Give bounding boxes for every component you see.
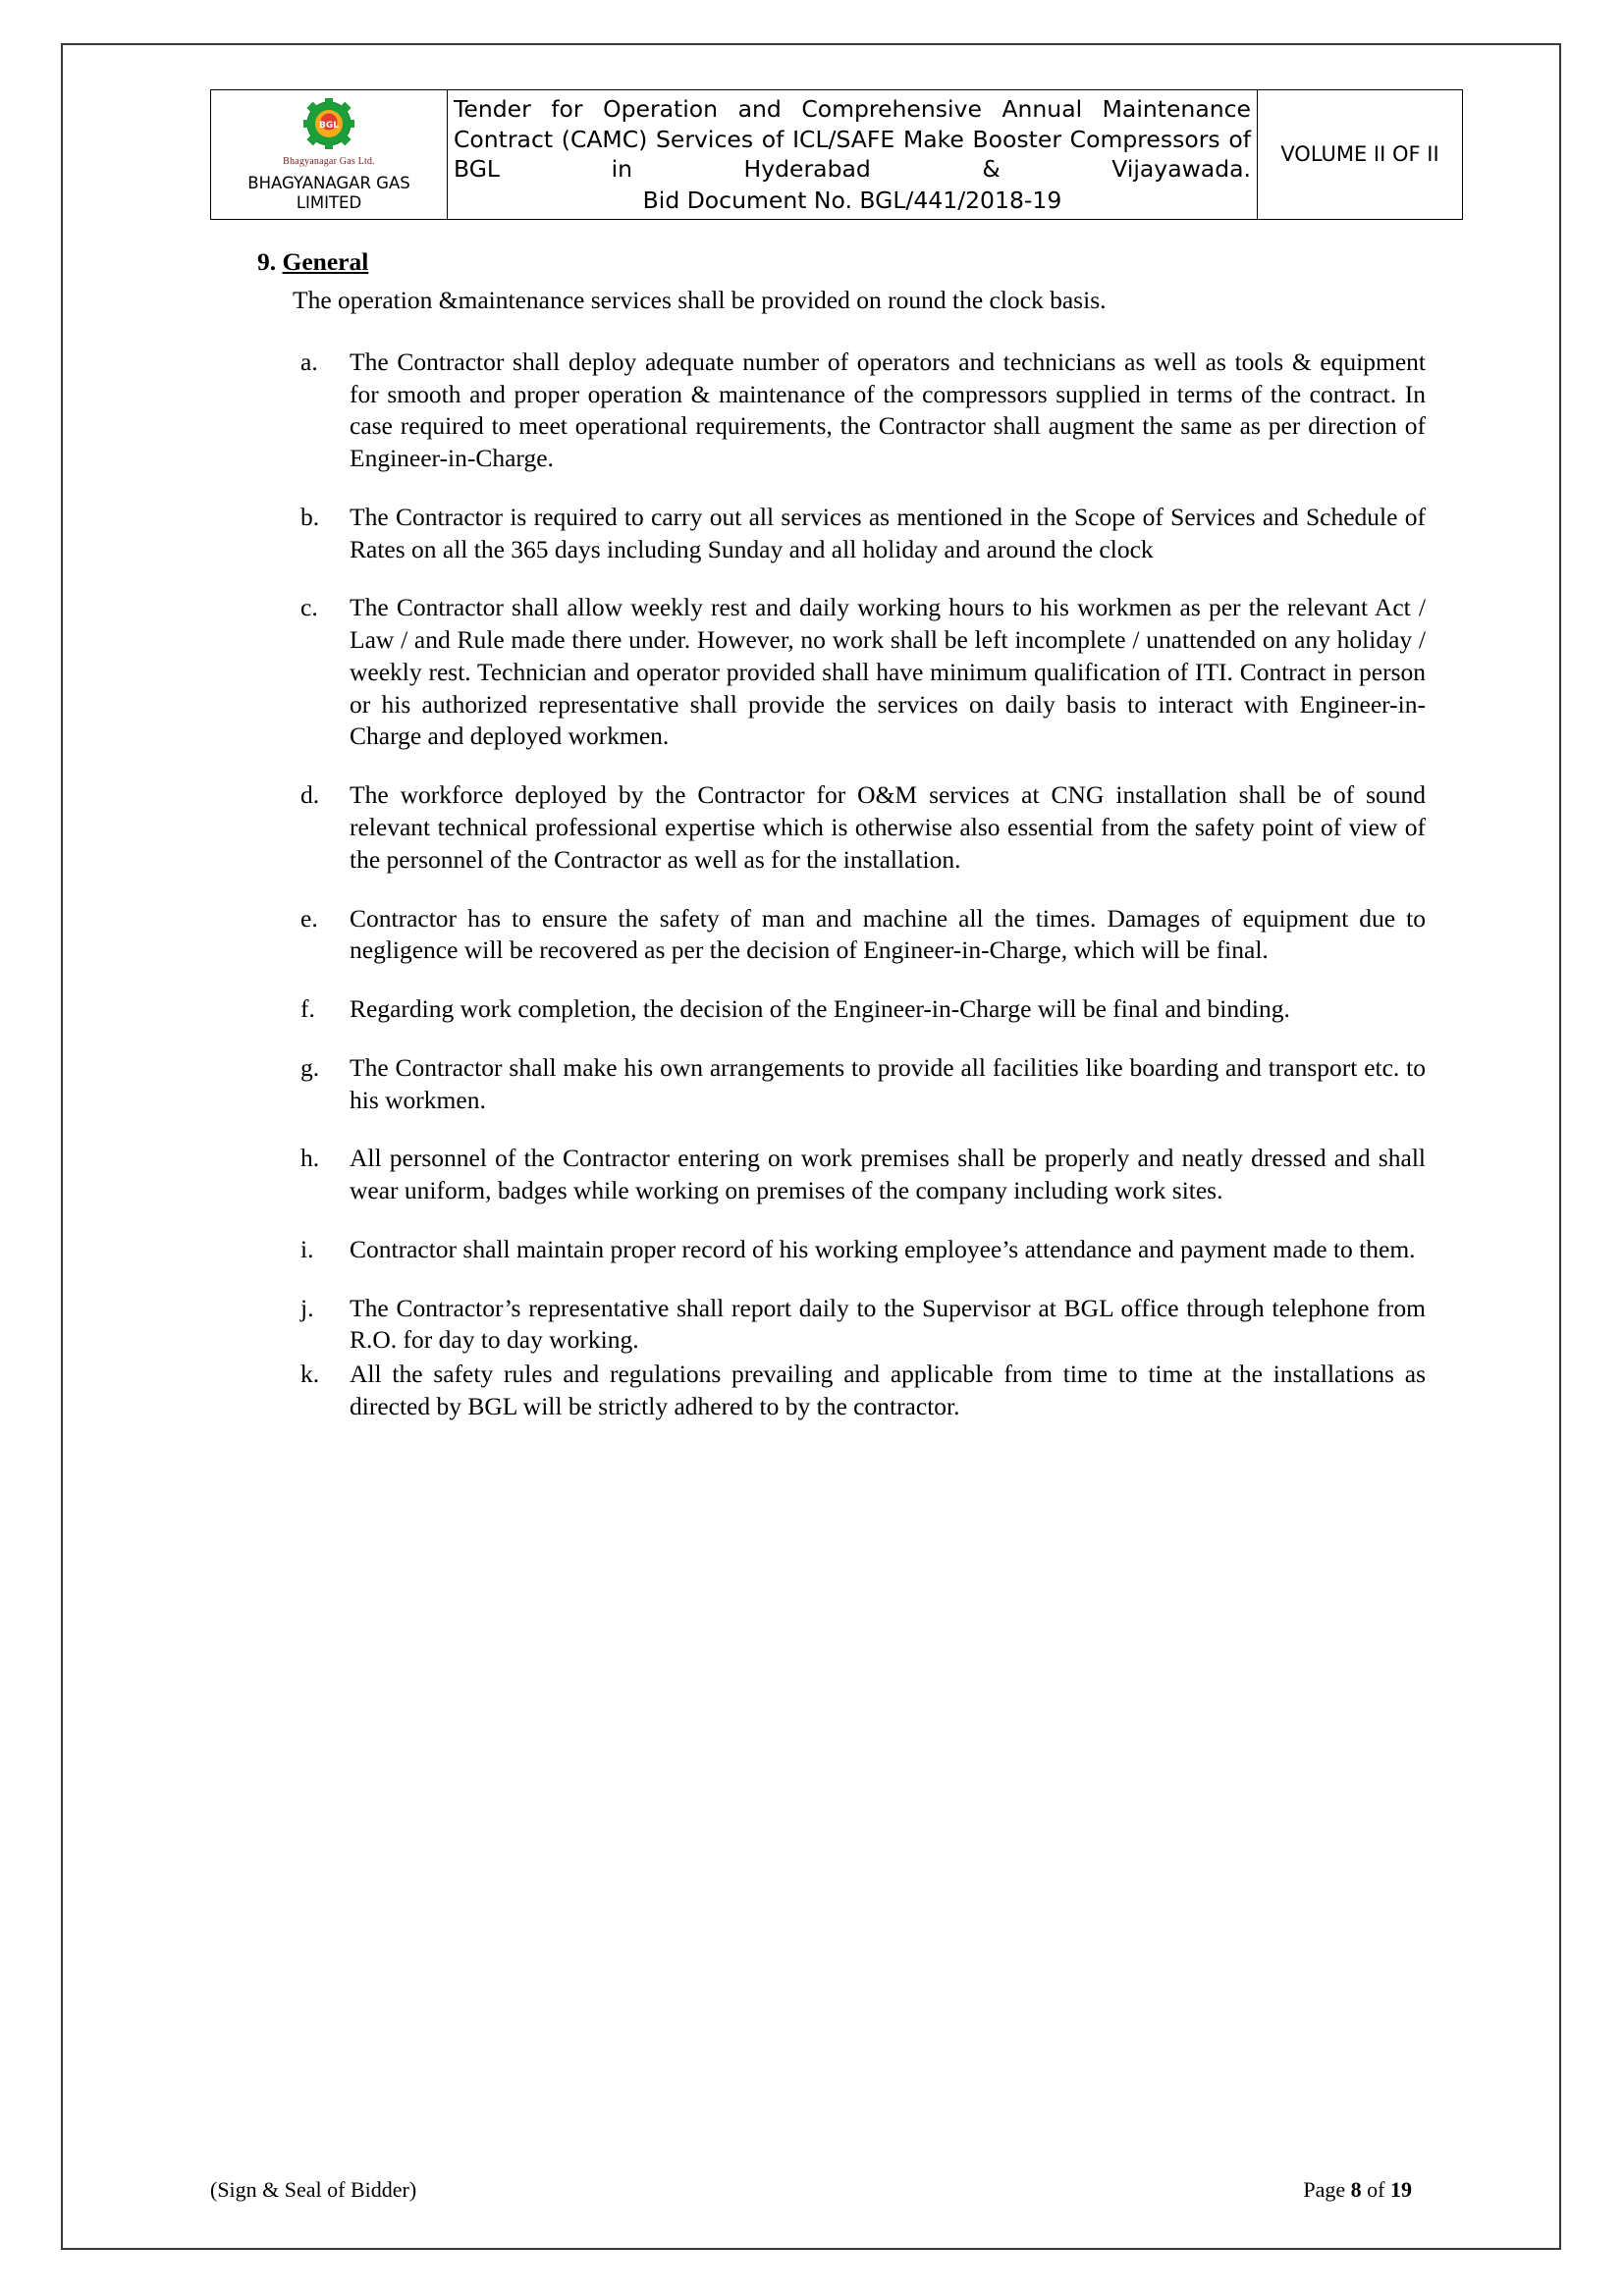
list-item-marker: h.: [300, 1144, 320, 1173]
list-item-text: The Contractor shall deploy adequate number of operators and technicians as well as tools & equipment for smooth and proper operation & maintenance of the compressors supplied in terms of the contract. In case required to meet operational requirements, the Contractor shall augment the same as per direction of Engineer-in-Charge.: [350, 347, 1426, 473]
list-item-text: The Contractor’s representative shall report daily to the Supervisor at BGL office through telephone from R.O. for day to day working.: [350, 1293, 1426, 1355]
list-item: [293, 1293, 1426, 1358]
footer-total-pages: 19: [1390, 2177, 1412, 2202]
list-item: [293, 1234, 1426, 1266]
list-item: [293, 592, 1426, 753]
company-name: BHAGYANAGAR GAS LIMITED: [247, 173, 410, 212]
document-header-table: [210, 89, 1463, 220]
footer-signature-text: (Sign & Seal of Bidder): [210, 2177, 417, 2202]
logo-caption: Bhagyanagar Gas Ltd.: [283, 156, 375, 168]
footer-page-number: [1303, 2177, 1412, 2203]
bid-document-number: Bid Document No. BGL/441/2018-19: [642, 186, 1062, 214]
list-item-marker: b.: [300, 502, 320, 531]
list-item-marker: g.: [300, 1052, 320, 1082]
header-title-cell: [448, 90, 1258, 220]
list-item-marker: a.: [300, 347, 318, 376]
section-heading: [257, 247, 1426, 277]
page-footer: [210, 2177, 1412, 2203]
section-intro: The operation &maintenance services shall be provided on round the clock basis.: [293, 286, 1107, 315]
list-item-marker: i.: [300, 1234, 314, 1263]
footer-page-label: Page: [1303, 2177, 1346, 2202]
list-item-text: Contractor shall maintain proper record of his working employee’s attendance and payment made to them.: [350, 1234, 1416, 1263]
clause-list: [293, 347, 1426, 1423]
list-item-marker: c.: [300, 593, 318, 622]
bgl-logo-icon: [292, 98, 366, 155]
footer-of-label: of: [1367, 2177, 1385, 2202]
list-item-marker: e.: [300, 903, 318, 933]
list-item-marker: f.: [300, 994, 315, 1024]
list-item-text: The workforce deployed by the Contractor for O&M services at CNG installation shall be of sound relevant technical professional expertise which is otherwise also essential from the safety point of view of the personnel of the Contractor as well as for the installation.: [350, 780, 1426, 874]
list-item-text: The Contractor is required to carry out all services as mentioned in the Scope of Services and Schedule of Rates on all the 365 days including Sunday and all holiday and around the clock: [350, 502, 1426, 563]
list-item-text: All personnel of the Contractor entering on work premises shall be properly and neatly dressed and shall wear uniform, badges while working on premises of the company including work sites.: [350, 1144, 1426, 1205]
list-item: [293, 502, 1426, 566]
list-item: [293, 1143, 1426, 1207]
list-item-text: The Contractor shall make his own arrangements to provide all facilities like boarding and transport etc. to his workmen.: [350, 1052, 1426, 1114]
list-item-marker: j.: [300, 1293, 314, 1322]
list-item-text: Contractor has to ensure the safety of man and machine all the times. Damages of equipment due to negligence will be recovered as per the decision of Engineer-in-Charge, which will be final.: [350, 903, 1426, 965]
svg-text:BGL: BGL: [319, 121, 339, 132]
list-item: [293, 1052, 1426, 1117]
list-item: [293, 347, 1426, 475]
page-content: [210, 89, 1439, 1450]
list-item-marker: d.: [300, 780, 320, 810]
list-item: [293, 993, 1426, 1026]
document-page: [61, 43, 1561, 2250]
footer-current-page: 8: [1350, 2177, 1362, 2202]
list-item: [293, 903, 1426, 968]
volume-label: VOLUME II OF II: [1280, 141, 1439, 166]
list-item: [293, 1359, 1426, 1423]
list-item-text: The Contractor shall allow weekly rest and daily working hours to his workmen as per the relevant Act / Law / and Rule made there under. However, no work shall be left incomplete / unattended on any holiday / weekly rest. Technician and operator provided shall have minimum qualification of ITI. Contract in person or his authorized representative shall provide the services on daily basis to interact with Engineer-in-Charge and deployed workmen.: [350, 593, 1426, 751]
tender-title: Tender for Operation and Comprehensive Annual Maintenance Contract (CAMC) Services of ICL/SAFE Make Booster Compressors of BGL in Hyderabad & Vijayawada.: [454, 95, 1251, 184]
section-number: 9.: [257, 247, 277, 277]
list-item-text: Regarding work completion, the decision of the Engineer-in-Charge will be final and binding.: [350, 994, 1290, 1024]
section-title: General: [282, 247, 369, 277]
list-item: [293, 779, 1426, 876]
header-logo-cell: [211, 90, 448, 220]
header-volume-cell: [1258, 90, 1463, 220]
list-item-marker: k.: [300, 1360, 320, 1389]
list-item-text: All the safety rules and regulations prevailing and applicable from time to time at the installations as directed by BGL will be strictly adhered to by the contractor.: [350, 1360, 1426, 1420]
